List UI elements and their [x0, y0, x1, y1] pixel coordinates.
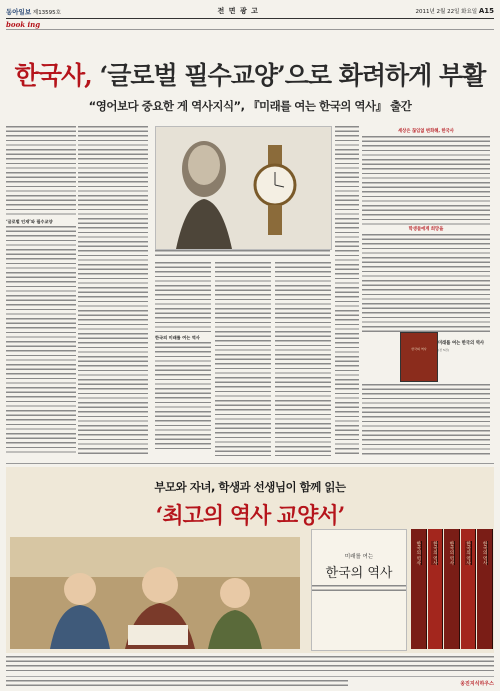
book-spine: 한국의 역사: [411, 529, 427, 649]
book-spine: 한국의 역사: [444, 529, 460, 649]
section-label: book ing: [6, 20, 41, 29]
book-advertisement: [6, 467, 494, 653]
newspaper-logo: 동아일보 제13595호: [6, 7, 61, 16]
article-column-4: [215, 262, 271, 456]
column-heading: ‘글로벌 인재’와 필수교양: [6, 219, 53, 224]
book-spine: 한국의 역사: [477, 529, 493, 649]
portrait-and-watch-illustration: [156, 127, 331, 249]
article-column-1: [6, 126, 76, 456]
photo-caption: [155, 250, 330, 258]
masthead: [6, 4, 494, 19]
sidebar-heading: 세상은 끊임없 변화해, 한국사: [398, 129, 454, 134]
sidebar-heading-2: 학생들에게 희망을: [408, 227, 444, 232]
book-cover-fineprint: [312, 585, 406, 593]
ad-photo: [10, 537, 300, 649]
ad-book-cover: [311, 529, 407, 651]
page-meta: 2011년 2월 22일 화요일 A15: [415, 7, 494, 15]
headline-rest: ‘글로벌 필수교양’으로 화려하게 부활: [91, 61, 486, 90]
book-set-spines: [411, 529, 493, 649]
article-photo: [155, 126, 332, 250]
sidebar-text-2: [362, 234, 490, 334]
ad-fineprint: [6, 656, 494, 672]
ad-title: ‘최고의 역사 교양서’: [155, 503, 345, 529]
section-title: 전 면 광 고: [217, 6, 259, 15]
article-column-2: [78, 126, 148, 456]
sidebar-text: [362, 136, 490, 226]
article-column-6: [335, 126, 359, 456]
ad-tagline: 부모와 자녀, 학생과 선생님이 함께 읽는: [154, 480, 346, 494]
book-series-label: 미래를 여는: [344, 554, 374, 560]
ad-footer: [6, 676, 494, 689]
column-heading: 한국의 미래를 여는 역사: [155, 335, 200, 340]
article-column-3: [155, 262, 211, 456]
sidebar-text-3: [362, 384, 490, 456]
headline: [0, 56, 500, 92]
family-reading-photo: [10, 537, 300, 649]
subheadline: “영어보다 중요한 게 역사지식”, 『미래를 여는 한국의 역사』 출간: [88, 99, 412, 113]
divider: [6, 29, 494, 30]
ad-divider: [6, 463, 494, 464]
book-spine: 한국의 역사: [428, 529, 444, 649]
publisher-logo: 웅진지식하우스: [460, 680, 494, 687]
book-cover-small: 한국의 역사: [400, 332, 438, 382]
book-label: 미래를 여는 한국의 역사 (전 5권): [438, 341, 484, 352]
book-spine: 한국의 역사: [461, 529, 477, 649]
book-title: 한국의 역사: [325, 566, 393, 581]
article-column-5: [275, 262, 331, 456]
headline-highlight: 한국사,: [14, 61, 92, 90]
